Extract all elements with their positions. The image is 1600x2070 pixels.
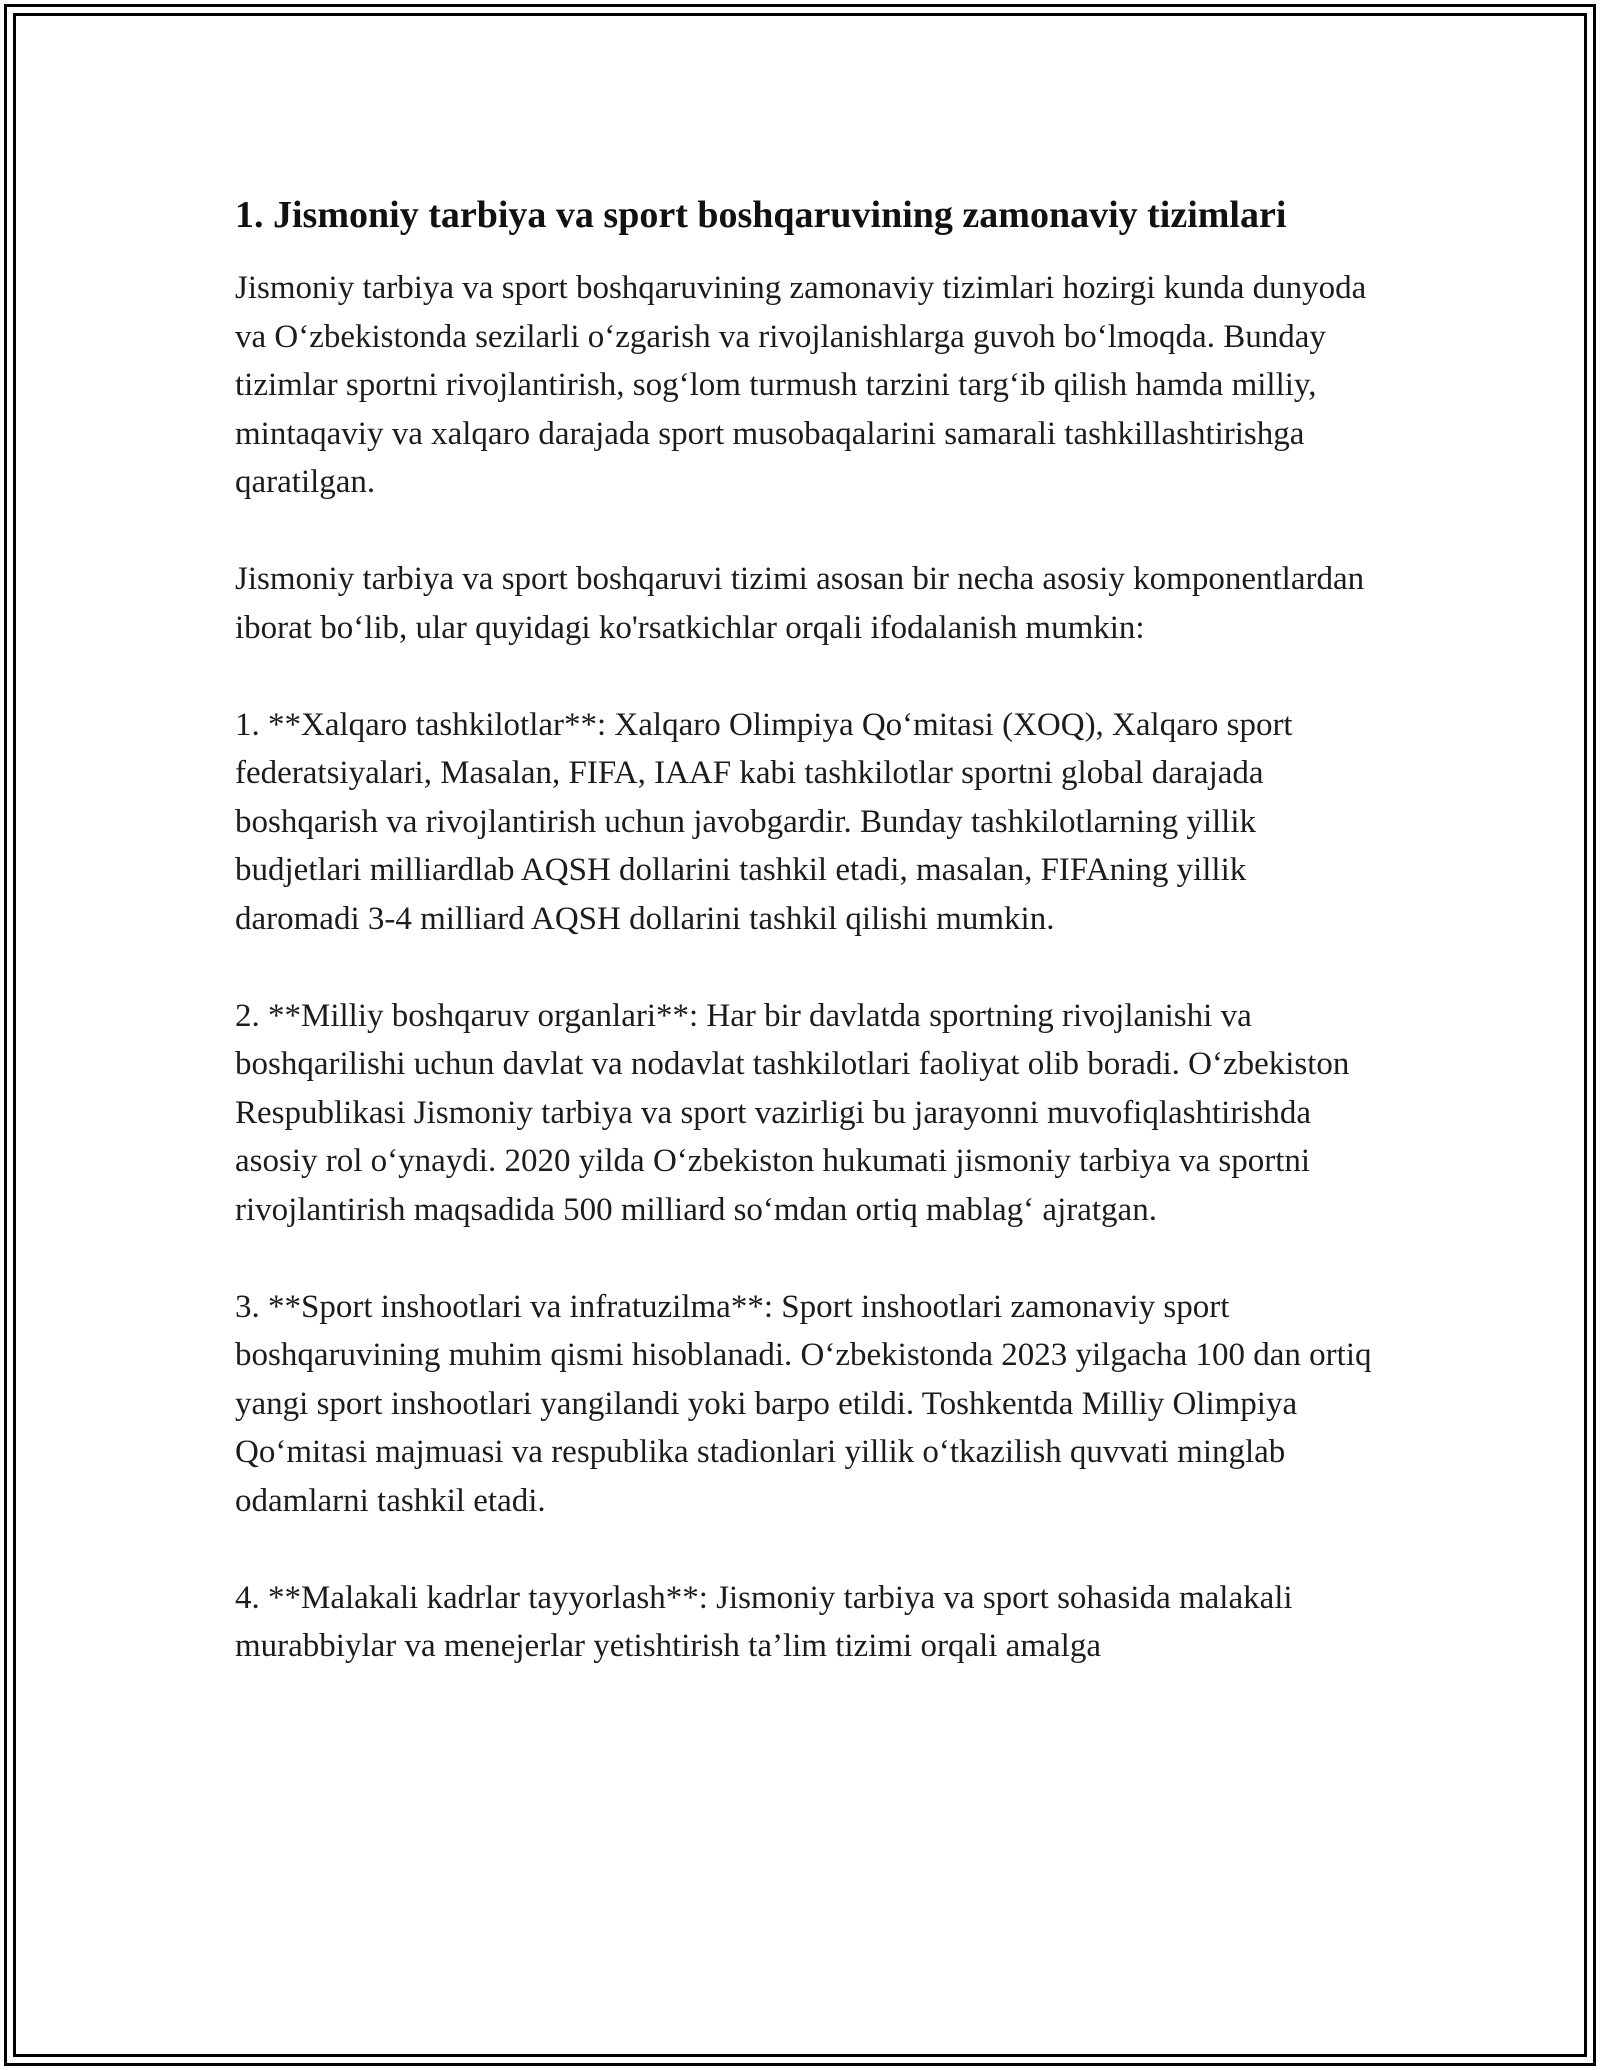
list-item-national-bodies: 2. **Milliy boshqaruv organlari**: Har bir davlatda sportning rivojlanishi va boshqarilishi uchun davlat va nodavlat tashkilotlari faoliyat olib boradi. O‘zbekiston Respublikasi Jismoniy tarbiya va sport vazirligi bu jarayonni muvofiqlashtirishda asosiy rol o‘ynaydi. 2020 yilda O‘zbekiston hukumati jismoniy tarbiya va sportni rivojlantirish maqsadida 500 milliard so‘mdan ortiq mablag‘ ajratgan.: [235, 997, 1350, 1228]
list-item-sport-facilities: 3. **Sport inshootlari va infratuzilma**: Sport inshootlari zamonaviy sport boshqaruvining muhim qismi hisoblanadi. O‘zbekistonda 2023 yilgacha 100 dan ortiq yangi sport inshootlari yangilandi yoki barpo etildi. Toshkentda Milliy Olimpiya Qo‘mitasi majmuasi va respublika stadionlari yillik o‘tkazilish quvvati minglab odamlarni tashkil etadi.: [235, 1288, 1372, 1519]
section-heading: 1. Jismoniy tarbiya va sport boshqaruvining zamonaviy tizimlari: [235, 194, 1287, 236]
paragraph-components: Jismoniy tarbiya va sport boshqaruvi tizimi asosan bir necha asosiy komponentlardan iborat bo‘lib, ular quyidagi ko'rsatkichlar orqali ifodalanish mumkin:: [235, 561, 1365, 646]
paragraph-intro: Jismoniy tarbiya va sport boshqaruvining zamonaviy tizimlari hozirgi kunda dunyoda va O‘zbekistonda sezilarli o‘zgarish va rivojlanishlarga guvoh bo‘lmoqda. Bunday tizimlar sportni rivojlantirish, sog‘lom turmush tarzini targ‘ib qilish hamda milliy, mintaqaviy va xalqaro darajada sport musobaqalarini samarali tashkillashtirishga qaratilgan.: [235, 270, 1367, 500]
document-body: [235, 188, 1375, 1719]
list-item-international-organizations: 1. **Xalqaro tashkilotlar**: Xalqaro Olimpiya Qo‘mitasi (XOQ), Xalqaro sport federatsiyalari, Masalan, FIFA, IAAF kabi tashkilotlar sportni global darajada boshqarish va rivojlantirish uchun javobgardir. Bunday tashkilotlarning yillik budjetlari milliardlab AQSH dollarini tashkil etadi, masalan, FIFAning yillik daromadi 3-4 milliard AQSH dollarini tashkil qilishi mumkin.: [235, 706, 1293, 937]
list-item-qualified-staff: 4. **Malakali kadrlar tayyorlash**: Jismoniy tarbiya va sport sohasida malakali murabbiylar va menejerlar yetishtirish ta’lim tizimi orqali amalga: [235, 1579, 1293, 1664]
